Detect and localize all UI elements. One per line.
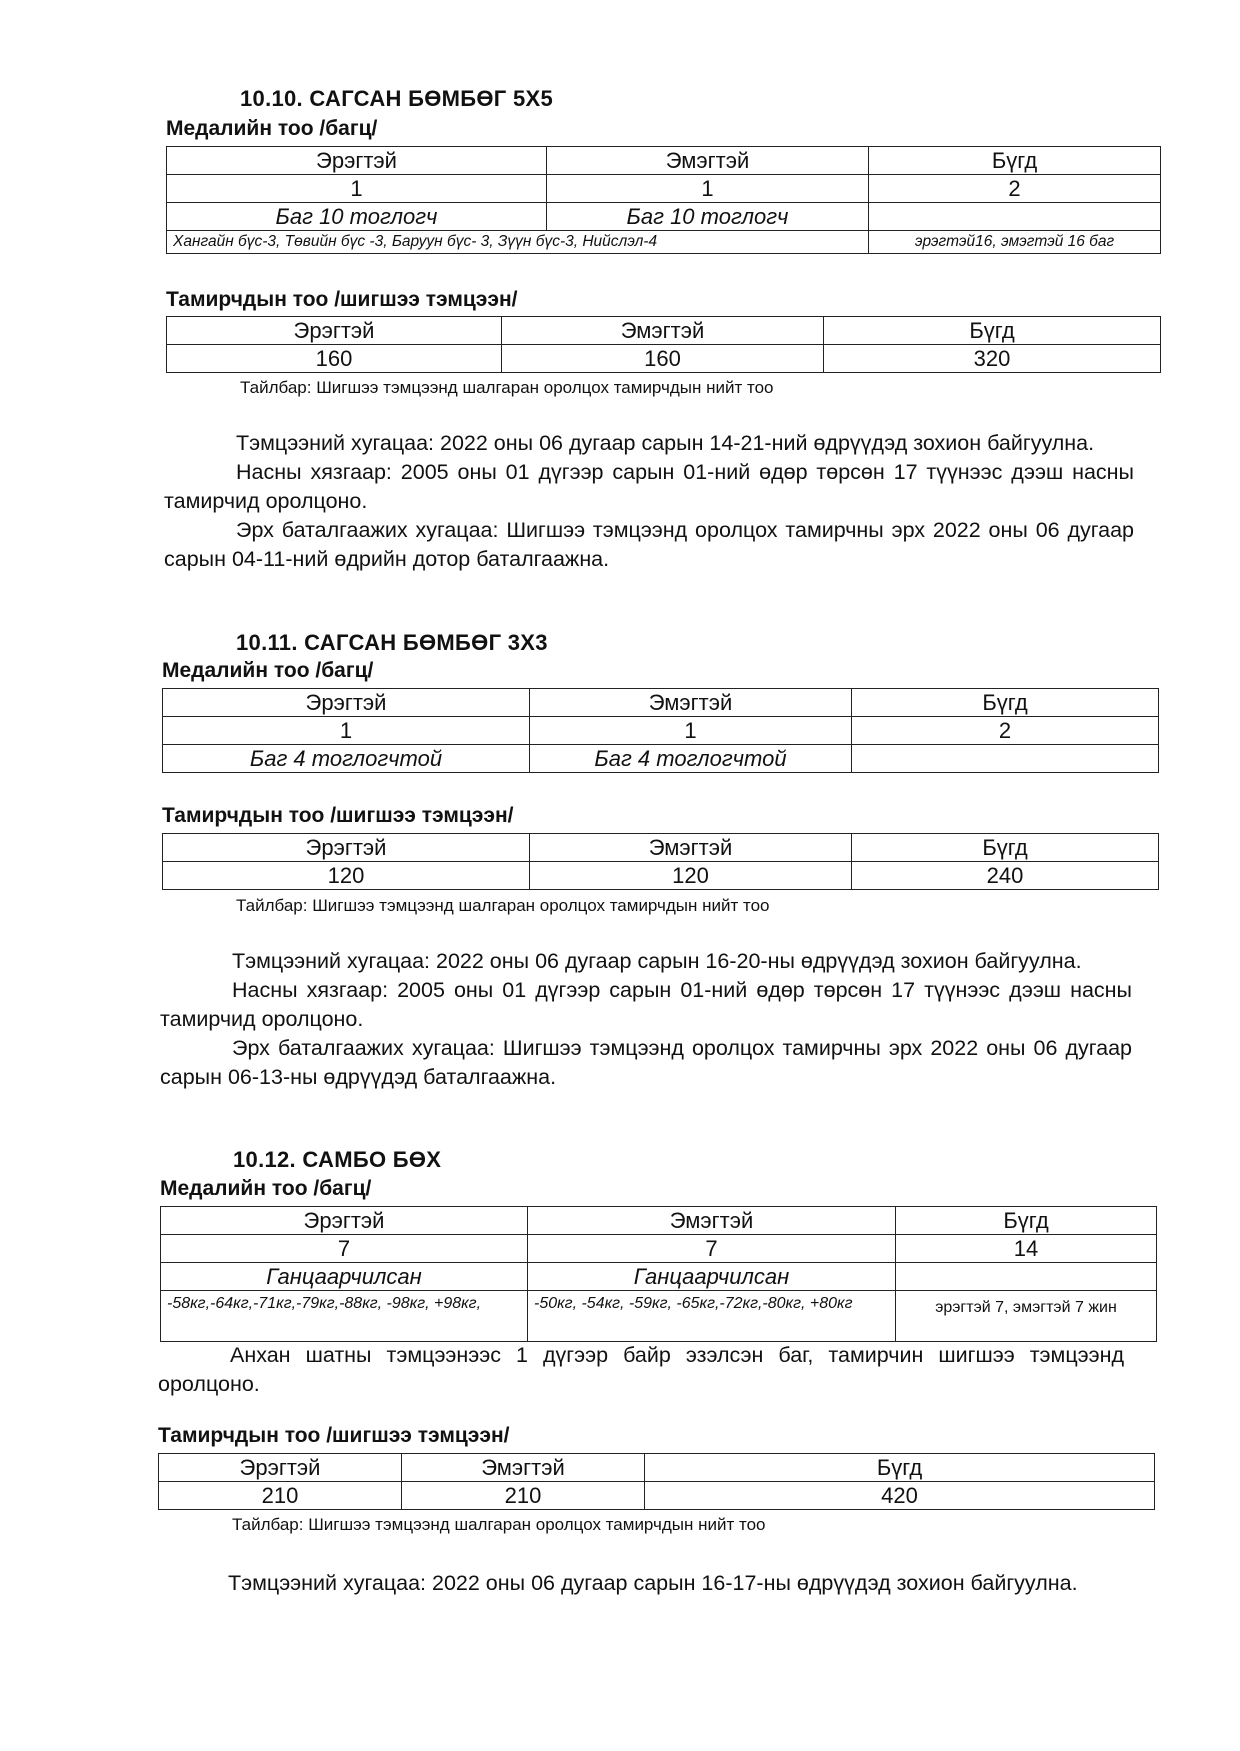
medal-count-subtitle: Медалийн тоо /багц/: [162, 659, 374, 682]
header-male: Эрэгтэй: [167, 147, 547, 175]
region-note: Хангайн бүс-3, Төвийн бүс -3, Баруун бүс- 3, Зүүн бүс-3, Нийслэл-4: [167, 231, 869, 254]
table-header-row: [161, 1207, 1157, 1235]
header-male: Эрэгтэй: [161, 1207, 528, 1235]
table-row: [159, 1482, 1155, 1510]
value-total: 240: [852, 862, 1159, 890]
header-female: Эмэгтэй: [502, 317, 824, 345]
paragraph-qualification: Анхан шатны тэмцээнээс 1 дүгээр байр эзэлсэн баг, тамирчин шигшээ тэмцээнд оролцоно.: [158, 1343, 1124, 1396]
medal-table-5x5: [166, 146, 1161, 254]
value-female: 120: [530, 862, 852, 890]
header-female: Эмэгтэй: [547, 147, 869, 175]
header-male: Эрэгтэй: [163, 834, 530, 862]
table-note: Тайлбар: Шигшээ тэмцээнд шалгаран оролцох тамирчдын нийт тоо: [232, 1515, 766, 1534]
table-note: Тайлбар: Шигшээ тэмцээнд шалгаран оролцох тамирчдын нийт тоо: [240, 378, 774, 397]
athlete-table-3x3: [162, 833, 1159, 890]
value-female: 1: [530, 717, 852, 745]
paragraph-duration: Тэмцээний хугацаа: 2022 оны 06 дугаар сарын 16-17-ны өдрүүдэд зохион байгуулна.: [228, 1571, 1078, 1595]
paragraph-age-limit: Насны хязгаар: 2005 оны 01 дүгээр сарын 01-ний өдөр төрсөн 17 түүнээс дээш насны тамирчид оролцоно.: [160, 978, 1132, 1031]
athlete-table-sambo: [158, 1453, 1155, 1510]
medal-count-subtitle: Медалийн тоо /багц/: [166, 117, 378, 140]
header-total: Бүгд: [824, 317, 1161, 345]
event-type-female: Ганцаарчилсан: [528, 1263, 896, 1291]
header-total: Бүгд: [852, 689, 1159, 717]
paragraph-registration: Эрх баталгаажих хугацаа: Шигшээ тэмцээнд оролцох тамирчны эрх 2022 оны 06 дугаар сарын 06-13-ны өдрүүдэд баталгаажна.: [160, 1036, 1132, 1089]
weight-classes-total: эрэгтэй 7, эмэгтэй 7 жин: [896, 1291, 1157, 1342]
team-desc-male: Баг 4 тоглогчтой: [163, 745, 530, 773]
value-female: 1: [547, 175, 869, 203]
header-female: Эмэгтэй: [528, 1207, 896, 1235]
table-row: [167, 345, 1161, 373]
section-title-sambo: 10.12. САМБО БӨХ: [233, 1147, 442, 1172]
header-male: Эрэгтэй: [159, 1454, 402, 1482]
value-male: 210: [159, 1482, 402, 1510]
event-type-male: Ганцаарчилсан: [161, 1263, 528, 1291]
header-total: Бүгд: [645, 1454, 1155, 1482]
value-female: 7: [528, 1235, 896, 1263]
header-male: Эрэгтэй: [167, 317, 502, 345]
section-title-basketball-5x5: 10.10. САГСАН БӨМБӨГ 5Х5: [240, 86, 554, 111]
value-male: 1: [167, 175, 547, 203]
team-desc-total: [852, 745, 1159, 773]
athlete-count-subtitle: Тамирчдын тоо /шигшээ тэмцээн/: [162, 804, 514, 827]
qualification-paragraph: [158, 1341, 1124, 1399]
section-paragraphs: [164, 429, 1134, 574]
value-male: 120: [163, 862, 530, 890]
team-desc-total: [869, 203, 1161, 231]
table-header-row: [167, 147, 1161, 175]
table-row: [163, 862, 1159, 890]
paragraph-registration: Эрх баталгаажих хугацаа: Шигшээ тэмцээнд оролцох тамирчны эрх 2022 оны 06 дугаар сарын 04-11-ний өдрийн дотор баталгаажна.: [164, 518, 1134, 571]
header-female: Эмэгтэй: [530, 834, 852, 862]
value-female: 160: [502, 345, 824, 373]
medal-count-subtitle: Медалийн тоо /багц/: [160, 1177, 372, 1200]
header-total: Бүгд: [896, 1207, 1157, 1235]
table-row: [161, 1291, 1157, 1342]
team-desc-female: Баг 4 тоглогчтой: [530, 745, 852, 773]
paragraph-duration: Тэмцээний хугацаа: 2022 оны 06 дугаар сарын 14-21-ний өдрүүдэд зохион байгуулна.: [236, 431, 1095, 455]
section-paragraphs: [160, 947, 1132, 1092]
value-total: 14: [896, 1235, 1157, 1263]
table-header-row: [163, 834, 1159, 862]
table-row: [161, 1263, 1157, 1291]
event-type-total: [896, 1263, 1157, 1291]
table-header-row: [159, 1454, 1155, 1482]
table-row: [167, 231, 1161, 254]
table-row: [163, 717, 1159, 745]
value-total: 2: [869, 175, 1161, 203]
value-female: 210: [402, 1482, 645, 1510]
medal-table-3x3: [162, 688, 1159, 773]
weight-classes-male: -58кг,-64кг,-71кг,-79кг,-88кг, -98кг, +98кг,: [161, 1291, 528, 1342]
section-paragraphs: [156, 1569, 1126, 1598]
paragraph-duration: Тэмцээний хугацаа: 2022 оны 06 дугаар сарын 16-20-ны өдрүүдэд зохион байгуулна.: [232, 949, 1082, 973]
value-total: 420: [645, 1482, 1155, 1510]
value-total: 320: [824, 345, 1161, 373]
header-female: Эмэгтэй: [402, 1454, 645, 1482]
table-row: [163, 745, 1159, 773]
team-desc-female: Баг 10 тоглогч: [547, 203, 869, 231]
section-title-basketball-3x3: 10.11. САГСАН БӨМБӨГ 3Х3: [236, 630, 548, 655]
header-total: Бүгд: [852, 834, 1159, 862]
header-female: Эмэгтэй: [530, 689, 852, 717]
table-row: [167, 203, 1161, 231]
athlete-table-5x5: [166, 316, 1161, 373]
athlete-count-subtitle: Тамирчдын тоо /шигшээ тэмцээн/: [158, 1424, 510, 1447]
team-count-note: эрэгтэй16, эмэгтэй 16 баг: [869, 231, 1161, 254]
table-header-row: [167, 317, 1161, 345]
value-male: 160: [167, 345, 502, 373]
header-total: Бүгд: [869, 147, 1161, 175]
athlete-count-subtitle: Тамирчдын тоо /шигшээ тэмцээн/: [166, 288, 518, 311]
value-male: 7: [161, 1235, 528, 1263]
header-male: Эрэгтэй: [163, 689, 530, 717]
table-header-row: [163, 689, 1159, 717]
table-row: [167, 175, 1161, 203]
table-row: [161, 1235, 1157, 1263]
table-note: Тайлбар: Шигшээ тэмцээнд шалгаран оролцох тамирчдын нийт тоо: [236, 896, 770, 915]
paragraph-age-limit: Насны хязгаар: 2005 оны 01 дүгээр сарын 01-ний өдөр төрсөн 17 түүнээс дээш насны тамирчид оролцоно.: [164, 460, 1134, 513]
weight-classes-female: -50кг, -54кг, -59кг, -65кг,-72кг,-80кг, +80кг: [528, 1291, 896, 1342]
value-total: 2: [852, 717, 1159, 745]
medal-table-sambo: [160, 1206, 1157, 1342]
value-male: 1: [163, 717, 530, 745]
team-desc-male: Баг 10 тоглогч: [167, 203, 547, 231]
